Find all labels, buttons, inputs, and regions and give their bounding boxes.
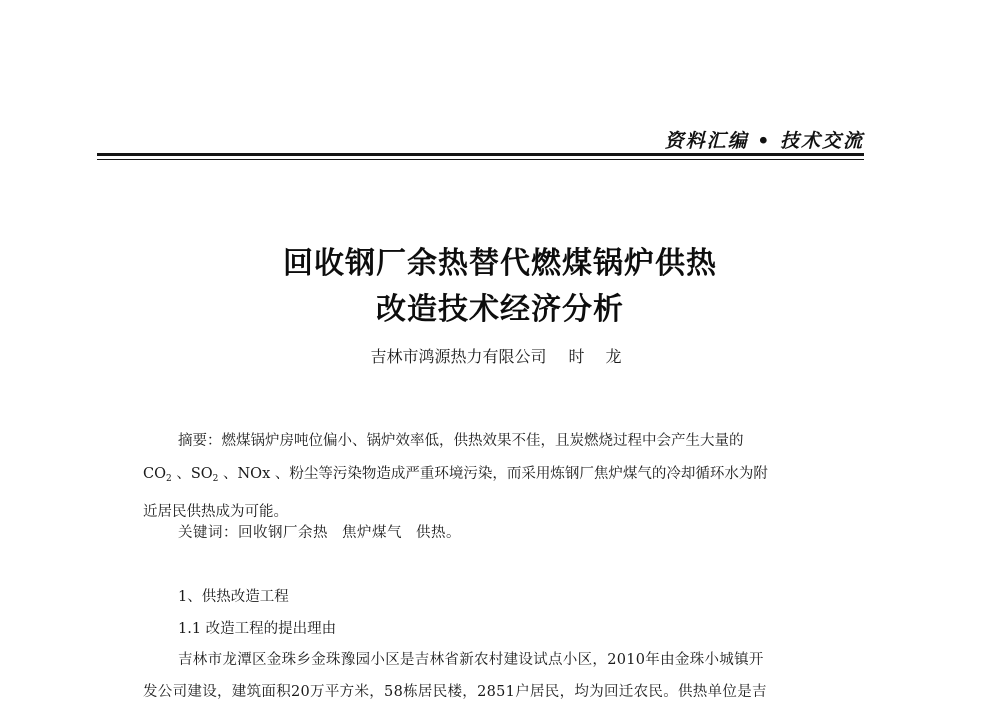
keywords	[178, 521, 475, 542]
abstract-line-2	[143, 458, 865, 496]
co2-subscript: 2	[165, 474, 172, 484]
keyword-item: 焦炉煤气	[342, 525, 402, 541]
co2-text: CO	[143, 466, 166, 482]
article-title-line-2: 改造技术经济分析	[376, 292, 624, 327]
byline	[0, 344, 1000, 367]
abstract-line-3: 近居民供热成为可能。	[143, 504, 288, 520]
author: 时 龙	[568, 347, 630, 366]
so2-text: 、SO	[171, 466, 213, 482]
body-paragraph-line-2: 发公司建设，建筑面积20万平方米，58栋居民楼，2851户居民，均为回迁农民。供热单位是吉	[143, 684, 767, 700]
abstract	[143, 425, 865, 529]
abstract-line-2-rest: 、NOx 、粉尘等污染物造成严重环境污染，而采用炼钢厂焦炉煤气的冷却循环水为附	[218, 466, 768, 482]
running-head: 资料汇编 • 技术交流	[664, 130, 864, 152]
abstract-line-1: 摘要：燃煤锅炉房吨位偏小、锅炉效率低，供热效果不佳，且炭燃烧过程中会产生大量的	[178, 433, 744, 449]
section-heading-1-1: 1.1 改造工程的提出理由	[178, 621, 337, 637]
header-rule-thin	[97, 159, 864, 160]
body-paragraph-line-1: 吉林市龙潭区金珠乡金珠豫园小区是吉林省新农村建设试点小区，2010年由金珠小城镇开	[178, 652, 764, 668]
keywords-label: 关键词：	[178, 525, 238, 541]
section-heading-1: 1、供热改造工程	[178, 589, 289, 605]
keyword-item: 供热。	[416, 525, 461, 541]
header-rule-thick	[97, 153, 864, 156]
so2-subscript: 2	[212, 474, 219, 484]
keyword-item: 回收钢厂余热	[238, 525, 328, 541]
affiliation: 吉林市鸿源热力有限公司	[370, 347, 547, 366]
article-title-line-1: 回收钢厂余热替代燃煤锅炉供热	[283, 246, 717, 281]
